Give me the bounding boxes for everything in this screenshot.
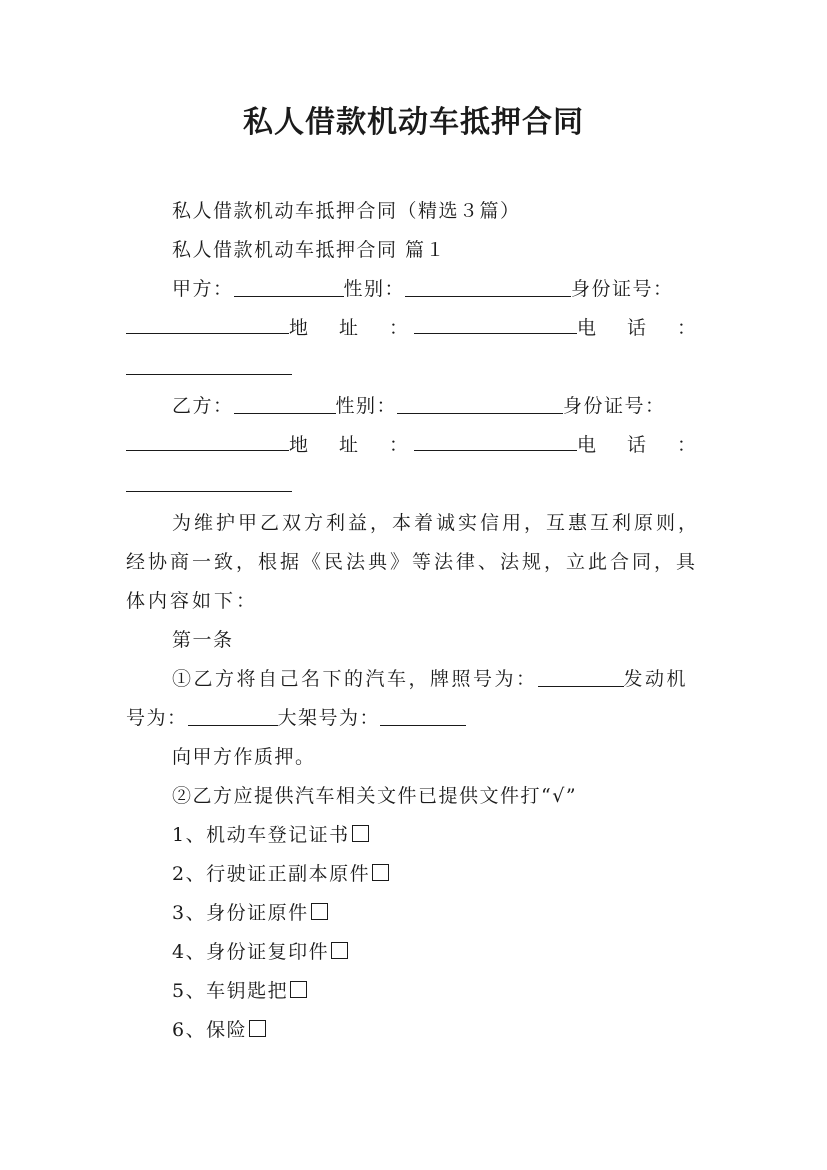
engine-number-blank[interactable] <box>188 707 278 726</box>
intro-line-2: 经协商一致，根据《民法典》等法律、法规，立此合同，具 <box>126 551 699 573</box>
checkbox-registration[interactable] <box>352 825 369 842</box>
clause-2: ②乙方应提供汽车相关文件已提供文件打“√” <box>172 785 578 807</box>
party-b-phone-label: 电 话 ： <box>576 434 702 456</box>
party-b-address-blank[interactable] <box>414 432 577 451</box>
clause-1a <box>172 666 702 692</box>
clause-1a-text: ①乙方将自己名下的汽车，牌照号为： <box>172 668 538 690</box>
party-a-address-blank[interactable] <box>414 315 577 334</box>
party-b-address-label: 地 址 ： <box>288 434 414 456</box>
party-b-id-blank[interactable] <box>126 432 289 451</box>
document-subtitle: 私人借款机动车抵押合同（精选３篇） <box>172 200 521 222</box>
frame-number-blank[interactable] <box>380 707 466 726</box>
checklist-item <box>172 822 702 848</box>
section-heading: 私人借款机动车抵押合同 篇１ <box>172 239 447 261</box>
party-a-row <box>172 276 702 302</box>
checklist-item-label: 2、行驶证正副本原件 <box>172 863 371 885</box>
clause-1c: 向甲方作质押。 <box>172 746 316 768</box>
checklist-item-label: 3、身份证原件 <box>172 902 309 924</box>
clause-1a-engine-label: 发动机 <box>623 668 689 690</box>
party-b-gender-blank[interactable] <box>397 395 563 414</box>
checkbox-driving-license[interactable] <box>372 864 389 881</box>
party-b-phone-row <box>126 471 702 497</box>
party-a-id-blank[interactable] <box>126 315 289 334</box>
checklist-item <box>172 900 702 926</box>
checkbox-id-original[interactable] <box>311 903 328 920</box>
checkbox-car-keys[interactable] <box>290 981 307 998</box>
party-a-phone-blank[interactable] <box>126 356 292 375</box>
party-b-gender-label: 性别： <box>335 395 398 417</box>
party-b-label: 乙方： <box>172 395 234 417</box>
party-b-address-row <box>126 432 702 458</box>
party-a-gender-label: 性别： <box>343 278 406 300</box>
checklist-item <box>172 861 702 887</box>
checkbox-id-copy[interactable] <box>331 942 348 959</box>
intro-line-3: 体内容如下： <box>126 590 259 612</box>
engine-number-label: 号为： <box>126 707 188 729</box>
party-a-address-label: 地 址 ： <box>288 317 414 339</box>
party-a-address-row <box>126 315 702 341</box>
document-title: 私人借款机动车抵押合同 <box>243 105 584 140</box>
party-b-name-blank[interactable] <box>234 395 336 414</box>
checklist-item-label: 6、保险 <box>172 1019 248 1041</box>
checklist-item <box>172 978 702 1004</box>
clause-1b <box>126 705 702 731</box>
party-b-phone-blank[interactable] <box>126 473 292 492</box>
party-a-gender-blank[interactable] <box>405 278 571 297</box>
party-a-phone-row <box>126 354 702 380</box>
intro-line-1: 为维护甲乙双方利益，本着诚实信用，互惠互利原则， <box>172 512 701 534</box>
article-1-heading: 第一条 <box>172 629 234 651</box>
plate-number-blank[interactable] <box>538 668 624 687</box>
party-a-label: 甲方： <box>172 278 234 300</box>
party-a-phone-label: 电 话 ： <box>576 317 702 339</box>
checkbox-insurance[interactable] <box>249 1020 266 1037</box>
checklist-item-label: 1、机动车登记证书 <box>172 824 350 846</box>
party-a-id-label: 身份证号： <box>571 278 674 300</box>
party-a-name-blank[interactable] <box>234 278 344 297</box>
checklist-item-label: 5、车钥匙把 <box>172 980 289 1002</box>
checklist-item <box>172 1017 702 1043</box>
checklist-item-label: 4、身份证复印件 <box>172 941 330 963</box>
frame-number-label: 大架号为： <box>277 707 381 729</box>
party-b-id-label: 身份证号： <box>563 395 666 417</box>
party-b-row <box>172 393 702 419</box>
checklist-item <box>172 939 702 965</box>
